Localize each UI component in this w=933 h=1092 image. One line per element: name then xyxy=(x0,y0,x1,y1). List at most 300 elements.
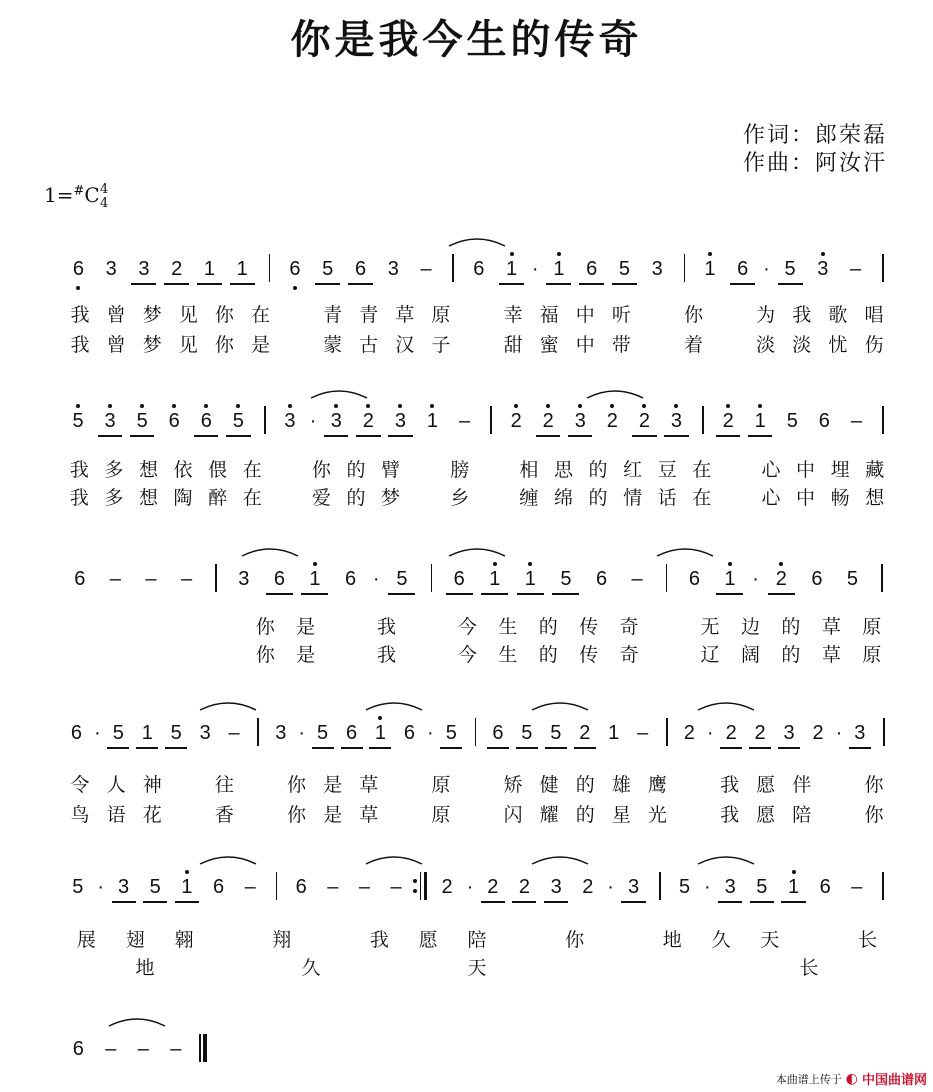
note: 6 xyxy=(586,258,598,280)
eighth-underline xyxy=(356,435,380,437)
eighth-underline xyxy=(778,747,800,749)
lyric-char: 耀 xyxy=(539,804,559,826)
lyric-char: 语 xyxy=(106,804,126,826)
eighth-underline xyxy=(544,901,568,903)
lyric-char: 带 xyxy=(611,334,631,356)
high-dot xyxy=(76,404,80,408)
note: · xyxy=(372,568,380,590)
note: 6 xyxy=(354,258,367,280)
lyric-char: 健 xyxy=(539,774,559,796)
lyric-char: 缠 xyxy=(519,487,539,509)
lyric-char: 的 xyxy=(575,774,595,796)
barline xyxy=(883,718,885,746)
lyric-char: 鸟 xyxy=(70,804,90,826)
eighth-underline xyxy=(481,593,508,595)
lyric-char: 天 xyxy=(467,957,487,979)
note: 1 xyxy=(489,568,501,590)
note: 3 xyxy=(138,258,150,280)
lyric-char: 我 xyxy=(792,304,812,326)
note: 1 xyxy=(141,722,153,744)
note: 6 xyxy=(289,258,301,280)
barline xyxy=(666,564,668,592)
lyric-char: 你 xyxy=(864,774,884,796)
slur xyxy=(530,698,590,712)
eighth-underline xyxy=(487,747,509,749)
eighth-underline xyxy=(266,593,293,595)
note: 5 xyxy=(846,568,859,590)
note: 5 xyxy=(618,258,630,280)
eighth-underline xyxy=(499,283,524,285)
lyric-char: 今 xyxy=(457,616,477,638)
eighth-underline xyxy=(849,747,871,749)
barline xyxy=(490,406,492,434)
lyric-char: 膀 xyxy=(450,459,470,481)
note: 5 xyxy=(136,410,148,432)
lyric-char: 生 xyxy=(498,616,518,638)
eighth-underline xyxy=(664,435,688,437)
final-barline xyxy=(424,872,428,900)
lyric-char: 的 xyxy=(781,616,801,638)
eighth-underline xyxy=(197,283,222,285)
note: – xyxy=(358,876,371,898)
lyric-char: 传 xyxy=(579,644,599,666)
lyric-char: 梦 xyxy=(381,487,401,509)
note: – xyxy=(420,258,432,280)
lyric-char: 我 xyxy=(70,334,90,356)
note: 3 xyxy=(817,258,829,280)
lyric-char: 中 xyxy=(796,459,816,481)
note: 5 xyxy=(521,722,533,744)
note: – xyxy=(390,876,402,898)
lyric-char: 我 xyxy=(377,644,397,666)
lyric-char: 你 xyxy=(214,304,234,326)
lyric-char: 想 xyxy=(138,459,158,481)
high-dot xyxy=(108,404,112,408)
lyric-char: 边 xyxy=(740,616,760,638)
lyric-char: 的 xyxy=(588,459,608,481)
lyric-char: 汉 xyxy=(395,334,415,356)
high-dot xyxy=(578,404,582,408)
lyric-char: 淡 xyxy=(792,334,812,356)
eighth-underline xyxy=(440,747,462,749)
lyric-char: 蒙 xyxy=(323,334,343,356)
lyric-char: 你 xyxy=(864,804,884,826)
high-dot xyxy=(140,404,144,408)
lyric-char: 唱 xyxy=(864,304,884,326)
lyric-char: 你 xyxy=(255,644,275,666)
note: 6 xyxy=(595,568,608,590)
note: 5 xyxy=(550,722,562,744)
lyric-char: 原 xyxy=(431,804,451,826)
note: – xyxy=(109,568,121,590)
note: 5 xyxy=(756,876,768,898)
lyric-char: 我 xyxy=(69,459,89,481)
note: 1 xyxy=(236,258,248,280)
note: 6 xyxy=(492,722,504,744)
slur xyxy=(364,698,424,712)
note: 6 xyxy=(212,876,225,898)
lyric-char: 的 xyxy=(781,644,801,666)
note: 1 xyxy=(704,258,716,280)
note: 3 xyxy=(238,568,250,590)
note: · xyxy=(298,722,305,744)
high-dot xyxy=(642,404,646,408)
high-dot xyxy=(792,870,796,874)
eighth-underline xyxy=(143,901,167,903)
eighth-underline xyxy=(324,435,348,437)
eighth-underline xyxy=(536,435,560,437)
eighth-underline xyxy=(130,435,154,437)
lyric-char: 中 xyxy=(575,334,595,356)
lyric-char: 你 xyxy=(287,804,307,826)
note: 6 xyxy=(737,258,749,280)
note: 6 xyxy=(688,568,700,590)
note: · xyxy=(309,410,317,432)
lyric-char: 见 xyxy=(178,304,198,326)
composer-credit: 作曲：阿汝汗 xyxy=(742,151,887,176)
lyric-char: 神 xyxy=(142,774,162,796)
lyric-char: 今 xyxy=(457,644,477,666)
lyric-char: 忧 xyxy=(828,334,848,356)
lyric-char: 在 xyxy=(692,459,712,481)
note: 3 xyxy=(117,876,130,898)
eighth-underline xyxy=(579,283,604,285)
lyric-char: 福 xyxy=(539,304,559,326)
lyric-char: 陪 xyxy=(467,929,487,951)
eighth-underline xyxy=(348,283,373,285)
note: 5 xyxy=(560,568,572,590)
eighth-underline xyxy=(612,283,637,285)
note: 5 xyxy=(322,258,334,280)
lyric-char: 想 xyxy=(138,487,158,509)
lyric-char: 你 xyxy=(214,334,234,356)
lyric-char: 多 xyxy=(104,487,124,509)
time-signature xyxy=(100,183,108,211)
lyric-char: 星 xyxy=(611,804,631,826)
slur xyxy=(696,698,756,712)
note: 3 xyxy=(284,410,296,432)
lyric-char: 想 xyxy=(865,487,885,509)
slur xyxy=(198,852,258,866)
lyric-char: 的 xyxy=(538,616,558,638)
slur xyxy=(447,544,507,558)
note: 2 xyxy=(362,410,374,432)
lyric-char: 畅 xyxy=(830,487,850,509)
high-dot xyxy=(430,404,434,408)
note: 6 xyxy=(344,568,357,590)
eighth-underline xyxy=(768,593,795,595)
lyric-char: 雄 xyxy=(611,774,631,796)
slur xyxy=(364,852,424,866)
lyric-char: 见 xyxy=(178,334,198,356)
note: 2 xyxy=(487,876,499,898)
barline xyxy=(702,406,704,434)
high-dot xyxy=(514,404,518,408)
eighth-underline xyxy=(512,901,536,903)
note: 2 xyxy=(171,258,183,280)
lyric-char: 人 xyxy=(106,774,126,796)
lyric-char: 中 xyxy=(796,487,816,509)
time-top: 4 xyxy=(100,182,109,197)
lyric-char: 地 xyxy=(135,957,155,979)
note: · xyxy=(752,568,759,590)
lyric-char: 你 xyxy=(684,304,704,326)
lyric-char: 草 xyxy=(821,644,841,666)
slur xyxy=(240,544,300,558)
note: 3 xyxy=(627,876,640,898)
eighth-underline xyxy=(131,283,156,285)
note: – xyxy=(105,1038,117,1060)
note: 3 xyxy=(387,258,399,280)
lyric-char: 生 xyxy=(498,644,518,666)
lyric-char: 传 xyxy=(579,616,599,638)
lyric-char: 长 xyxy=(799,957,819,979)
high-dot xyxy=(758,404,762,408)
note: · xyxy=(706,722,714,744)
note: – xyxy=(850,258,862,280)
eighth-underline xyxy=(98,435,122,437)
lyric-char: 心 xyxy=(761,487,781,509)
note: 2 xyxy=(518,876,531,898)
eighth-underline xyxy=(568,435,592,437)
eighth-underline xyxy=(341,747,363,749)
eighth-underline xyxy=(730,283,755,285)
note: 3 xyxy=(854,722,866,744)
lyric-char: 翱 xyxy=(174,929,194,951)
note: 1 xyxy=(506,258,518,280)
eighth-underline xyxy=(165,747,187,749)
note: 6 xyxy=(200,410,212,432)
sharp-sign: # xyxy=(73,183,85,199)
lyric-char: 地 xyxy=(662,929,682,951)
barline xyxy=(881,564,883,592)
lyric-char: 是 xyxy=(296,616,316,638)
lyric-char: 听 xyxy=(611,304,631,326)
lyric-char: 久 xyxy=(711,929,731,951)
lyric-char: 在 xyxy=(692,487,712,509)
note: 2 xyxy=(725,722,737,744)
note: 5 xyxy=(317,722,329,744)
lyric-char: 无 xyxy=(700,616,720,638)
note: 5 xyxy=(396,568,408,590)
note: 5 xyxy=(170,722,182,744)
lyric-char: 原 xyxy=(431,304,451,326)
lyric-char: 的 xyxy=(588,487,608,509)
eighth-underline xyxy=(164,283,189,285)
high-dot xyxy=(378,716,382,720)
note: 5 xyxy=(112,722,124,744)
note: 3 xyxy=(550,876,562,898)
music-site-logo-icon: ◐ xyxy=(845,1070,858,1087)
note: 2 xyxy=(754,722,766,744)
note: 6 xyxy=(168,410,180,432)
note: 2 xyxy=(510,410,522,432)
eighth-underline xyxy=(107,747,129,749)
low-dot xyxy=(76,286,80,290)
note: 2 xyxy=(582,876,594,898)
lyric-char: 长 xyxy=(858,929,878,951)
lyric-char: 奇 xyxy=(619,644,639,666)
note: · xyxy=(427,722,434,744)
note: 1 xyxy=(181,876,193,898)
lyric-char: 淡 xyxy=(756,334,776,356)
lyric-char: 多 xyxy=(104,459,124,481)
eighth-underline xyxy=(546,283,571,285)
eighth-underline xyxy=(301,593,328,595)
lyric-char: 绵 xyxy=(553,487,573,509)
barline xyxy=(257,718,259,746)
note: 3 xyxy=(724,876,736,898)
note: · xyxy=(466,876,474,898)
lyric-char: 你 xyxy=(287,774,307,796)
barline xyxy=(659,872,661,900)
barline xyxy=(882,254,884,282)
note: · xyxy=(704,876,711,898)
note: 5 xyxy=(72,876,84,898)
lyric-char: 我 xyxy=(720,774,740,796)
lyric-char: 奇 xyxy=(619,616,639,638)
lyric-char: 我 xyxy=(70,304,90,326)
eighth-underline xyxy=(136,747,158,749)
lyric-char: 翔 xyxy=(272,929,292,951)
note: 6 xyxy=(818,410,830,432)
note: – xyxy=(851,876,863,898)
eighth-underline xyxy=(552,593,579,595)
lyric-char: 曾 xyxy=(106,334,126,356)
eighth-underline xyxy=(315,283,340,285)
note: 1 xyxy=(374,722,387,744)
lyric-char: 青 xyxy=(323,304,343,326)
eighth-underline xyxy=(716,593,743,595)
lyric-char: 相 xyxy=(519,459,539,481)
note: 6 xyxy=(72,1038,84,1060)
eighth-underline xyxy=(720,747,742,749)
note: 1 xyxy=(608,722,620,744)
lyric-char: 豆 xyxy=(657,459,677,481)
note: · xyxy=(97,876,105,898)
lyric-char: 埋 xyxy=(830,459,850,481)
eighth-underline xyxy=(388,435,412,437)
note: 1 xyxy=(203,258,215,280)
key-note: C xyxy=(84,183,100,207)
low-dot xyxy=(293,286,297,290)
note: 1 xyxy=(524,568,536,590)
eighth-underline xyxy=(574,747,596,749)
lyric-char: 在 xyxy=(242,459,262,481)
note: 6 xyxy=(453,568,465,590)
lyric-char: 阔 xyxy=(740,644,760,666)
lyric-char: 久 xyxy=(301,957,321,979)
lyric-char: 着 xyxy=(684,334,704,356)
lyric-char: 的 xyxy=(575,804,595,826)
lyric-char: 展 xyxy=(76,929,96,951)
lyric-char: 藏 xyxy=(865,459,885,481)
lyric-char: 草 xyxy=(359,804,379,826)
note: 3 xyxy=(670,410,683,432)
note: 6 xyxy=(295,876,307,898)
note: 5 xyxy=(149,876,161,898)
slur xyxy=(198,698,258,712)
final-barline xyxy=(203,1034,207,1062)
note: 2 xyxy=(722,410,734,432)
slur xyxy=(696,852,756,866)
note: – xyxy=(850,410,862,432)
lyric-char: 愿 xyxy=(418,929,438,951)
note: 3 xyxy=(651,258,663,280)
slur xyxy=(655,544,715,558)
eighth-underline xyxy=(750,901,774,903)
barline xyxy=(452,254,454,282)
high-dot xyxy=(334,404,338,408)
key-signature xyxy=(44,183,100,207)
barline xyxy=(475,718,477,746)
high-dot xyxy=(610,404,614,408)
note: 2 xyxy=(441,876,453,898)
note: 5 xyxy=(786,410,798,432)
lyric-char: 光 xyxy=(647,804,667,826)
note: 2 xyxy=(606,410,618,432)
lyric-char: 梦 xyxy=(142,304,162,326)
note: 6 xyxy=(819,876,831,898)
note: – xyxy=(631,568,643,590)
lyric-char: 原 xyxy=(862,644,882,666)
note: – xyxy=(145,568,157,590)
lyric-char: 闪 xyxy=(503,804,523,826)
lyric-char: 为 xyxy=(756,304,776,326)
note: 5 xyxy=(232,410,244,432)
footer xyxy=(776,1069,927,1088)
lyric-char: 我 xyxy=(69,487,89,509)
lyric-char: 翅 xyxy=(125,929,145,951)
lyric-char: 臂 xyxy=(381,459,401,481)
note: – xyxy=(637,722,649,744)
eighth-underline xyxy=(230,283,255,285)
eighth-underline xyxy=(112,901,136,903)
note: 6 xyxy=(273,568,285,590)
note: 3 xyxy=(394,410,406,432)
note: 5 xyxy=(72,410,84,432)
barline xyxy=(684,254,686,282)
high-dot xyxy=(779,562,783,566)
high-dot xyxy=(674,404,678,408)
eighth-underline xyxy=(621,901,645,903)
high-dot xyxy=(546,404,550,408)
slur xyxy=(107,1014,167,1028)
lyric-char: 依 xyxy=(173,459,193,481)
note: 3 xyxy=(199,722,211,744)
lyric-char: 你 xyxy=(255,616,275,638)
lyric-char: 天 xyxy=(760,929,780,951)
eighth-underline xyxy=(545,747,567,749)
lyricist-credit: 作词：郎荣磊 xyxy=(742,123,887,148)
lyric-char: 你 xyxy=(311,459,331,481)
barline xyxy=(215,564,217,592)
lyric-char: 你 xyxy=(565,929,585,951)
lyric-char: 曾 xyxy=(106,304,126,326)
high-dot xyxy=(204,404,208,408)
lyric-char: 中 xyxy=(575,304,595,326)
note: 1 xyxy=(787,876,800,898)
high-dot xyxy=(557,252,561,256)
high-dot xyxy=(236,404,240,408)
note: 6 xyxy=(70,722,83,744)
high-dot xyxy=(493,562,497,566)
high-dot xyxy=(366,404,370,408)
lyric-char: 梦 xyxy=(142,334,162,356)
footer-text: 本曲谱上传于 xyxy=(775,1072,842,1086)
eighth-underline xyxy=(226,435,250,437)
barline xyxy=(882,406,884,434)
